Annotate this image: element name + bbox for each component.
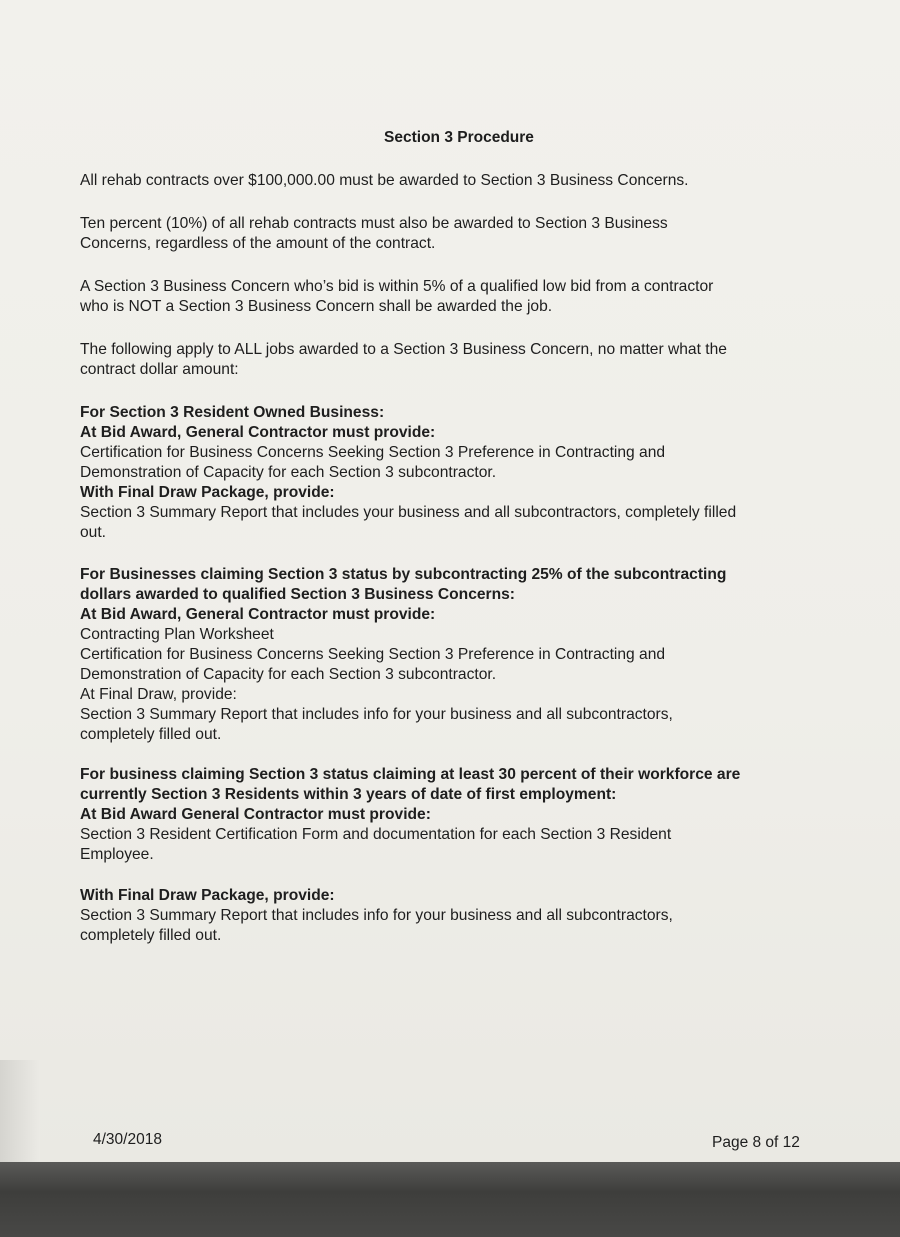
subsection-heading: At Bid Award, General Contractor must provide:: [80, 424, 436, 441]
requirement-line: Demonstration of Capacity for each Section 3 subcontractor.: [80, 464, 497, 481]
requirement-line: completely filled out.: [80, 927, 222, 944]
subsection-heading: At Bid Award General Contractor must provide:: [80, 806, 431, 823]
requirement-line: completely filled out.: [80, 726, 222, 743]
requirement-line: Section 3 Summary Report that includes your business and all subcontractors, completely filled: [80, 504, 737, 521]
section-heading: currently Section 3 Residents within 3 years of date of first employment:: [80, 786, 617, 803]
paragraph-line: Ten percent (10%) of all rehab contracts must also be awarded to Section 3 Business: [80, 215, 668, 232]
document-body: [80, 171, 840, 969]
requirement-line: Section 3 Summary Report that includes info for your business and all subcontractors,: [80, 706, 673, 723]
section-subcontracting: [80, 565, 840, 745]
footer-page-number: Page 8 of 12: [712, 1134, 800, 1151]
requirement-line: out.: [80, 524, 107, 541]
section-heading: For Section 3 Resident Owned Business:: [80, 404, 385, 421]
requirement-line: Certification for Business Concerns Seeking Section 3 Preference in Contracting and: [80, 444, 666, 461]
section-workforce-final: [80, 886, 840, 946]
subsection-heading: At Final Draw, provide:: [80, 686, 237, 703]
paragraph-line: who is NOT a Section 3 Business Concern shall be awarded the job.: [80, 298, 553, 315]
section-heading: For business claiming Section 3 status claiming at least 30 percent of their workforce are: [80, 766, 741, 783]
paragraph-line: A Section 3 Business Concern who’s bid is within 5% of a qualified low bid from a contractor: [80, 278, 714, 295]
paragraph-contract-threshold: [80, 171, 840, 191]
paragraph-line: The following apply to ALL jobs awarded to a Section 3 Business Concern, no matter what the: [80, 341, 727, 358]
footer-date: 4/30/2018: [93, 1131, 162, 1148]
requirement-line: Employee.: [80, 846, 154, 863]
requirement-line: Contracting Plan Worksheet: [80, 626, 274, 643]
paragraph-ten-percent: [80, 214, 840, 254]
subsection-heading: At Bid Award, General Contractor must provide:: [80, 606, 436, 623]
document-title: Section 3 Procedure: [384, 129, 534, 146]
requirement-line: Certification for Business Concerns Seeking Section 3 Preference in Contracting and: [80, 646, 666, 663]
requirement-line: Section 3 Resident Certification Form and documentation for each Section 3 Resident: [80, 826, 672, 843]
paragraph-line: Concerns, regardless of the amount of the contract.: [80, 235, 436, 252]
subsection-heading: With Final Draw Package, provide:: [80, 887, 335, 904]
paragraph-five-percent: [80, 277, 840, 317]
paragraph-line: contract dollar amount:: [80, 361, 239, 378]
paragraph-line: All rehab contracts over $100,000.00 must be awarded to Section 3 Business Concerns.: [80, 172, 689, 189]
page-curl-shadow: [0, 1060, 40, 1162]
section-heading: For Businesses claiming Section 3 status by subcontracting 25% of the subcontracting: [80, 566, 727, 583]
section-heading: dollars awarded to qualified Section 3 Business Concerns:: [80, 586, 515, 603]
section-workforce: [80, 765, 840, 865]
requirement-line: Section 3 Summary Report that includes info for your business and all subcontractors,: [80, 907, 673, 924]
section-resident-owned: [80, 403, 840, 543]
paragraph-all-jobs: [80, 340, 840, 380]
scanner-background: [0, 1162, 900, 1237]
requirement-line: Demonstration of Capacity for each Section 3 subcontractor.: [80, 666, 497, 683]
subsection-heading: With Final Draw Package, provide:: [80, 484, 335, 501]
